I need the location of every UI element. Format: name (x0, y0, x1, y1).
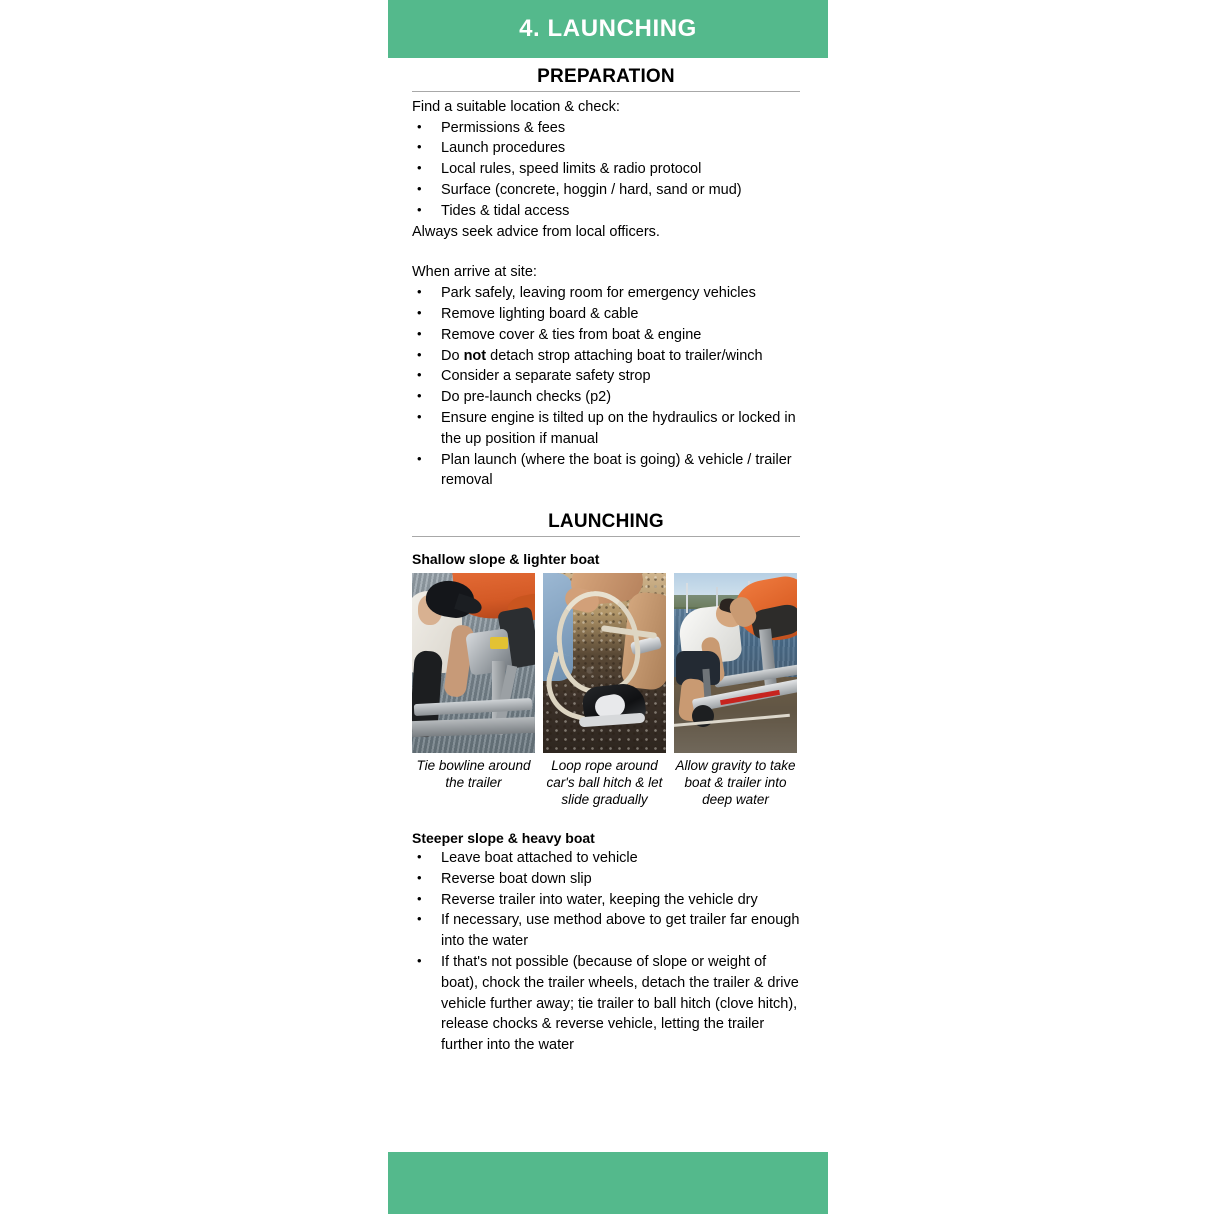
photo-allow-gravity (674, 573, 797, 753)
list-item: • If that's not possible (because of slope or weight of boat), chock the trailer wheels, detach the trailer & drive vehicle further away; tie trailer to ball hitch (clove hitch), release chocks & reverse vehicle, letting the trailer further into the water (412, 952, 800, 1056)
winch-handle-shape (490, 637, 508, 649)
paragraph-spacer (412, 242, 800, 262)
list-item: • Remove cover & ties from boat & engine (412, 325, 800, 346)
list-item: • Consider a separate safety strop (412, 366, 800, 387)
photo-spacer (412, 808, 800, 828)
list-item: • Tides & tidal access (412, 201, 800, 222)
list-item: • If necessary, use method above to get trailer far enough into the water (412, 910, 800, 952)
section-divider-launching (412, 536, 800, 537)
list-item: • Remove lighting board & cable (412, 304, 800, 325)
section-heading-launching: LAUNCHING (548, 511, 664, 533)
photo-loop-rope (543, 573, 666, 753)
arrival-checklist (412, 283, 800, 491)
spacer (412, 542, 800, 549)
arrival-intro: When arrive at site: (412, 264, 537, 281)
list-item: • Reverse boat down slip (412, 869, 800, 890)
photo-column-1 (412, 573, 535, 808)
list-item-emphasis: • Do not detach strop attaching boat to trailer/winch (412, 346, 800, 367)
section-spacer (412, 491, 800, 511)
subheading-steeper-slope: Steeper slope & heavy boat (412, 830, 595, 847)
list-item: • Leave boat attached to vehicle (412, 848, 800, 869)
list-item: • Ensure engine is tilted up on the hydraulics or locked in the up position if manual (412, 408, 800, 450)
preparation-checklist (412, 118, 800, 222)
page-body (388, 0, 828, 1214)
list-item: • Launch procedures (412, 138, 800, 159)
list-item: • Plan launch (where the boat is going) & vehicle / trailer removal (412, 450, 800, 492)
mast-shape (686, 583, 688, 613)
list-item: • Do pre-launch checks (p2) (412, 387, 800, 408)
photo-caption: Allow gravity to take boat & trailer into deep water (675, 758, 796, 808)
list-item: • Permissions & fees (412, 118, 800, 139)
photo-strip (412, 573, 800, 808)
preparation-intro: Find a suitable location & check: (412, 98, 620, 115)
photo-tie-bowline (412, 573, 535, 753)
section-heading-preparation: PREPARATION (537, 66, 675, 87)
photo-column-2 (543, 573, 666, 808)
page-header-banner (388, 0, 828, 58)
list-item: • Park safely, leaving room for emergency vehicles (412, 283, 800, 304)
list-item: • Reverse trailer into water, keeping the vehicle dry (412, 890, 800, 911)
photo-caption: Tie bowline around the trailer (416, 758, 531, 791)
photo-caption: Loop rope around car's ball hitch & let slide gradually (546, 758, 663, 808)
subheading-shallow-slope: Shallow slope & lighter boat (412, 551, 600, 568)
steeper-slope-checklist (412, 848, 800, 1056)
list-item: • Surface (concrete, hoggin / hard, sand or mud) (412, 180, 800, 201)
photo-column-3 (674, 573, 797, 808)
page-footer-banner (388, 1152, 828, 1214)
page-title: 4. LAUNCHING (519, 15, 697, 42)
list-item: • Local rules, speed limits & radio protocol (412, 159, 800, 180)
content-column (412, 66, 800, 1056)
section-divider-preparation (412, 91, 800, 92)
preparation-outro: Always seek advice from local officers. (412, 223, 660, 240)
